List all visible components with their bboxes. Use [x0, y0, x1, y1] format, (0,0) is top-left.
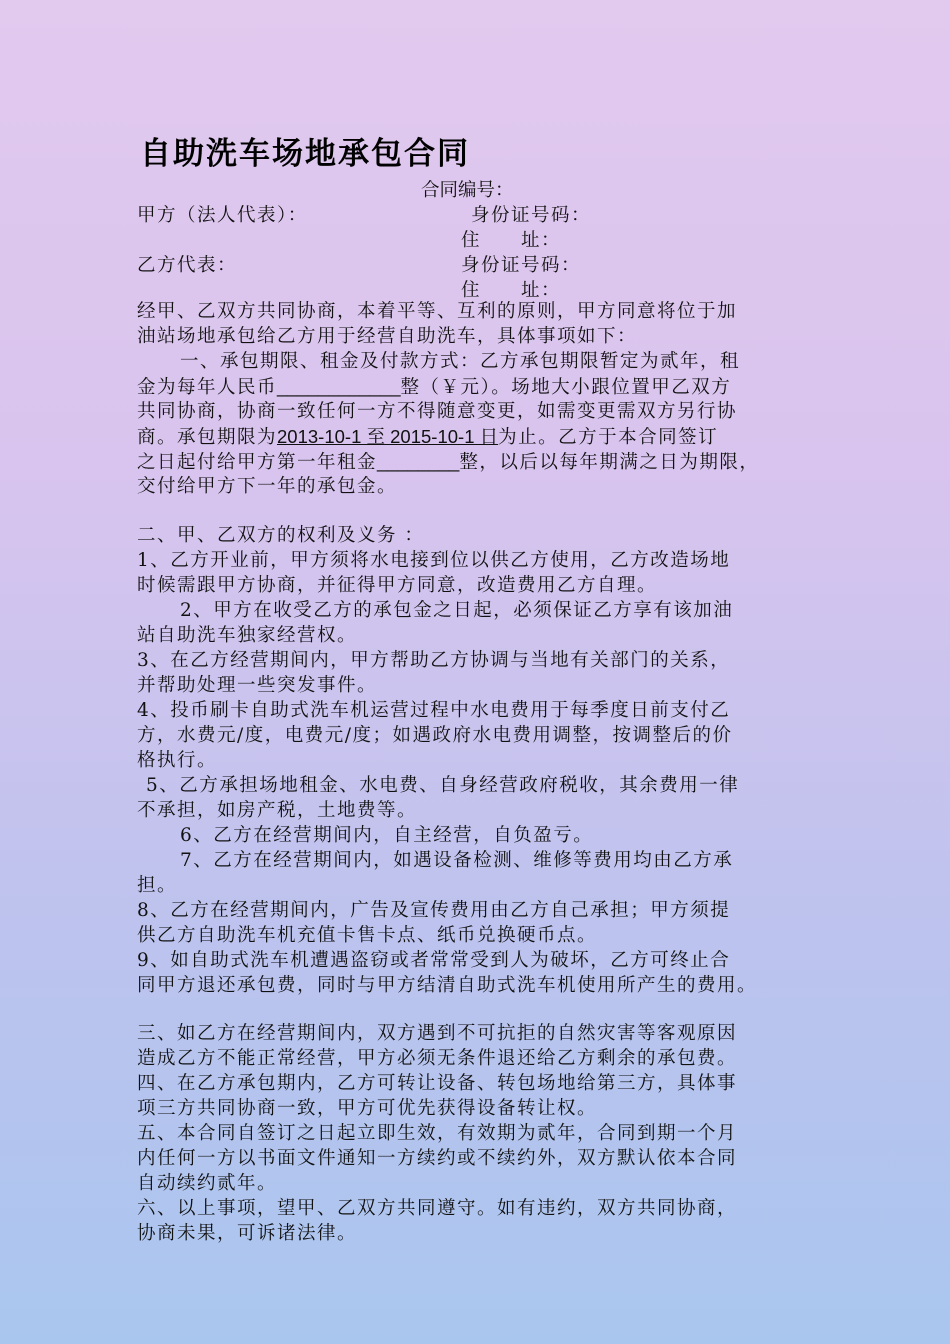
section-3-cont: 造成乙方不能正常经营，甲方必须无条件退还给乙方剩余的承包费。	[137, 1048, 738, 1069]
clause-9-cont: 同甲方退还承包费，同时与甲方结清自助式洗车机使用所产生的费用。	[137, 975, 758, 996]
clause-7-cont: 担。	[137, 875, 178, 896]
term-label-cont: 为止。乙方于本合同签订	[498, 427, 719, 448]
party-a-address-label: 住 址：	[461, 230, 562, 251]
section-6-cont: 协商未果，可诉诸法律。	[137, 1223, 358, 1244]
rent-blank: ____________	[277, 376, 401, 397]
clause-6: 6、乙方在经营期间内，自主经营，自负盈亏。	[180, 825, 594, 846]
section-3: 三、如乙方在经营期间内，双方遇到不可抗拒的自然灾害等客观原因	[137, 1023, 738, 1044]
first-year-rent-label: 之日起付给甲方第一年租金	[137, 452, 378, 473]
section-4-cont: 项三方共同协商一致，甲方可优先获得设备转让权。	[137, 1098, 598, 1119]
clause-8: 8、乙方在经营期间内，广告及宣传费用由乙方自己承担；甲方须提	[137, 900, 731, 921]
clause-9: 9、如自助式洗车机遭遇盗窃或者常常受到人为破坏，乙方可终止合	[137, 950, 731, 971]
section-5-cont: 自动续约贰年。	[137, 1173, 278, 1194]
intro-line: 经甲、乙双方共同协商，本着平等、互利的原则，甲方同意将位于加	[137, 301, 738, 322]
section-1-line	[137, 449, 759, 475]
document-title: 自助洗车场地承包合同	[140, 136, 470, 172]
first-year-rent-cont: 整，以后以每年期满之日为期限，	[459, 452, 760, 473]
intro-line: 油站场地承包给乙方用于经营自助洗车，具体事项如下：	[137, 326, 638, 347]
clause-5-cont: 不承担，如房产税，土地费等。	[137, 800, 418, 821]
clause-1: 1、乙方开业前，甲方须将水电接到位以供乙方使用，乙方改造场地	[137, 550, 731, 571]
party-b-address-label: 住 址：	[461, 280, 562, 301]
section-1-line	[137, 424, 718, 450]
clause-4-cont: 格执行。	[137, 750, 218, 771]
section-1-line: 共同协商，协商一致任何一方不得随意变更，如需变更需双方另行协	[137, 401, 738, 422]
section-5: 五、本合同自签订之日起立即生效，有效期为贰年，合同到期一个月	[137, 1123, 738, 1144]
clause-8-cont: 供乙方自助洗车机充值卡售卡点、纸币兑换硬币点。	[137, 925, 598, 946]
clause-4: 4、投币刷卡自助式洗车机运营过程中水电费用于每季度日前支付乙	[137, 700, 731, 721]
section-1-line	[137, 374, 731, 400]
party-b-id-label: 身份证号码：	[461, 255, 582, 276]
rent-label-cont: 整（￥元）。场地大小跟位置甲乙双方	[400, 377, 732, 398]
section-1-line: 交付给甲方下一年的承包金。	[137, 476, 398, 497]
term-dates: 2013-10-1 至 2015-10-1 日	[277, 426, 499, 447]
clause-2: 2、甲方在收受乙方的承包金之日起，必须保证乙方享有该加油	[180, 600, 734, 621]
clause-3-cont: 并帮助处理一些突发事件。	[137, 675, 378, 696]
clause-7: 7、乙方在经营期间内，如遇设备检测、维修等费用均由乙方承	[180, 850, 734, 871]
party-a-id-label: 身份证号码：	[471, 205, 592, 226]
clause-4-cont: 方，水费元/度，电费元/度；如遇政府水电费用调整，按调整后的价	[137, 725, 733, 746]
clause-5: 5、乙方承担场地租金、水电费、自身经营政府税收，其余费用一律	[146, 775, 740, 796]
section-6: 六、以上事项，望甲、乙双方共同遵守。如有违约，双方共同协商，	[137, 1198, 738, 1219]
party-a-label: 甲方（法人代表）：	[137, 205, 308, 226]
section-5-cont: 内任何一方以书面文件通知一方续约或不续约外，双方默认依本合同	[137, 1148, 738, 1169]
term-label: 商。承包期限为	[137, 427, 278, 448]
contract-number-label: 合同编号：	[421, 179, 514, 200]
rent-label: 金为每年人民币	[137, 377, 278, 398]
section-4: 四、在乙方承包期内，乙方可转让设备、转包场地给第三方，具体事	[137, 1073, 738, 1094]
section-1-heading: 一、承包期限、租金及付款方式：乙方承包期限暂定为贰年，租	[180, 351, 741, 372]
first-year-rent-blank: ________	[377, 451, 460, 472]
clause-1-cont: 时候需跟甲方协商，并征得甲方同意，改造费用乙方自理。	[137, 575, 658, 596]
clause-2-cont: 站自助洗车独家经营权。	[137, 625, 358, 646]
party-b-label: 乙方代表：	[137, 255, 238, 276]
clause-3: 3、在乙方经营期间内，甲方帮助乙方协调与当地有关部门的关系，	[137, 650, 731, 671]
section-2-heading: 二、甲、乙双方的权利及义务 ：	[137, 525, 425, 546]
